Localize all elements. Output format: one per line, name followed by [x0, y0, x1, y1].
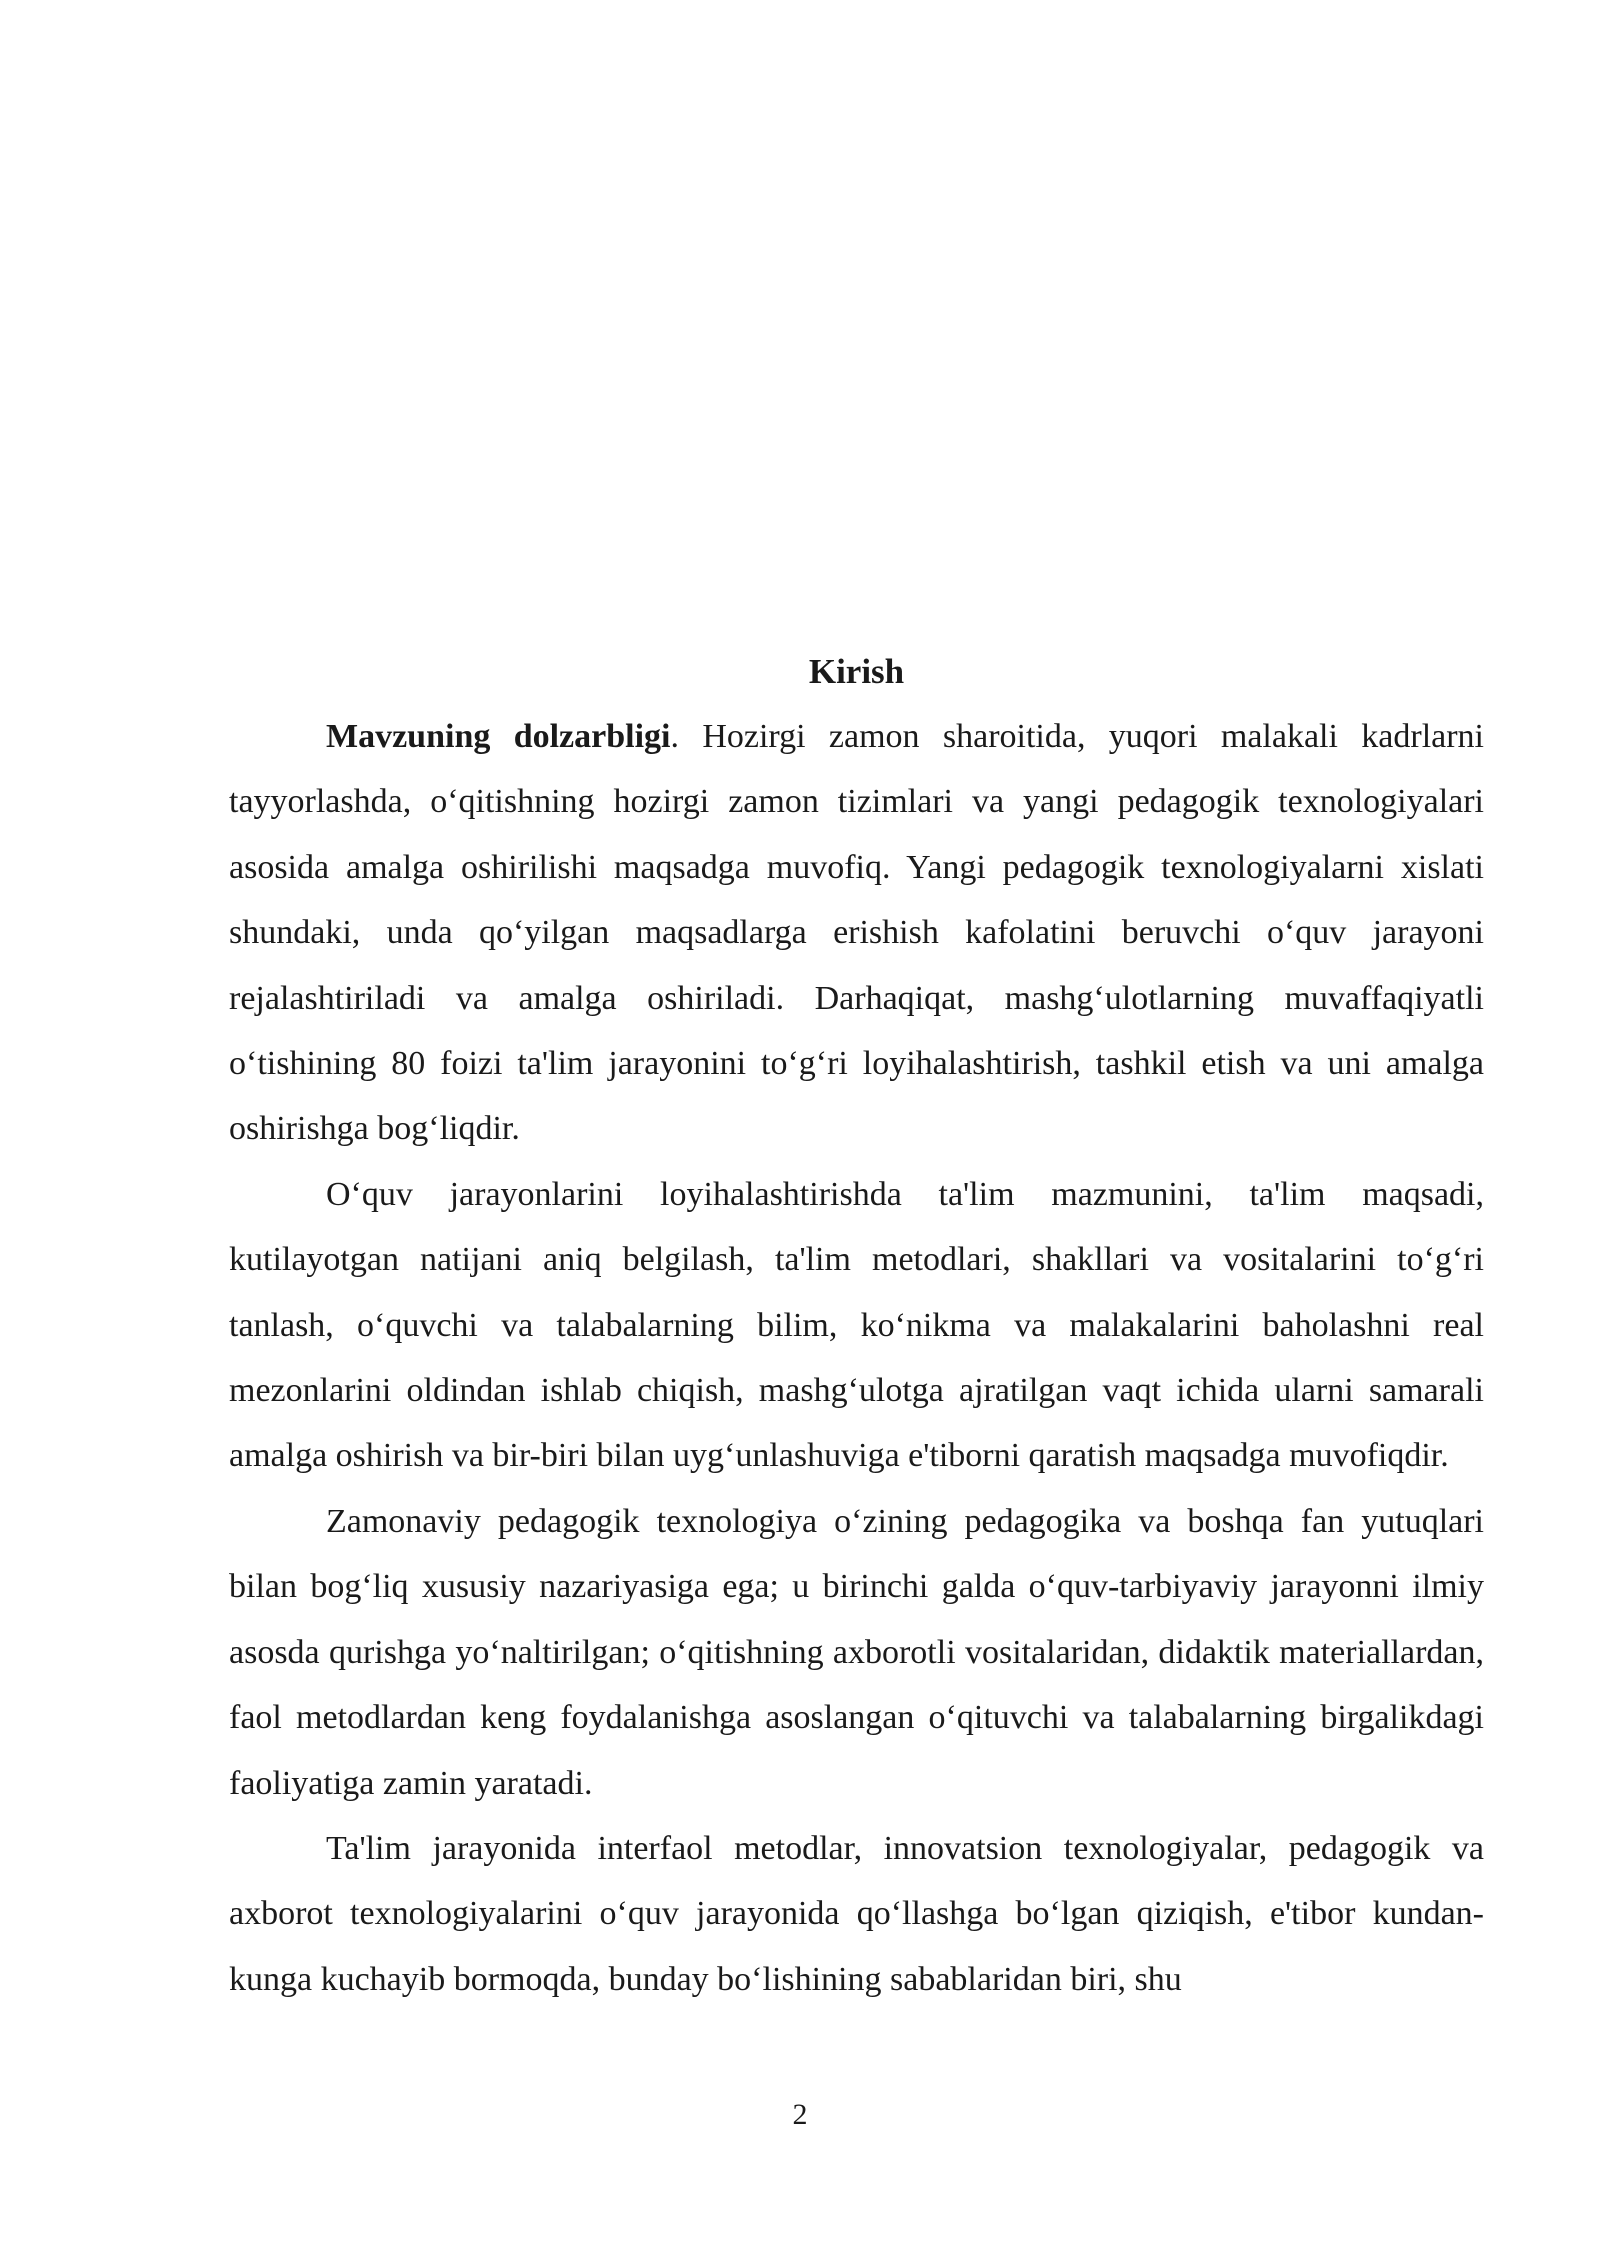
paragraph-3	[229, 1489, 1484, 1816]
paragraph-1	[229, 704, 1484, 1162]
section-heading: Kirish	[808, 652, 905, 691]
paragraph-4	[229, 1816, 1484, 2012]
page-number: 2	[792, 2098, 808, 2131]
paragraph-2	[229, 1162, 1484, 1489]
paragraph-text: Ta'lim jarayonida interfaol metodlar, innovatsion texnologiyalar, pedagogik va axborot texnologiyalarini o‘quv jarayonida qo‘llashga bo‘lgan qiziqish, e'tibor kundan-kunga kuchayib bormoqda, bunday bo‘lishining sabablaridan biri, shu	[229, 1829, 1484, 1998]
paragraph-text: O‘quv jarayonlarini loyihalashtirishda ta'lim mazmunini, ta'lim maqsadi, kutilayotgan natijani aniq belgilash, ta'lim metodlari, shakllari va vositalarini to‘g‘ri tanlash, o‘quvchi va talabalarning bilim, ko‘nikma va malakalarini baholashni real mezonlarini oldindan ishlab chiqish, mashg‘ulotga ajratilgan vaqt ichida ularni samarali amalga oshirish va bir-biri bilan uyg‘unlashuviga e'tiborni qaratish maqsadga muvofiqdir.	[229, 1175, 1484, 1475]
paragraph-lead: Mavzuning dolzarbligi	[326, 718, 671, 755]
paragraph-text: . Hozirgi zamon sharoitida, yuqori malakali kadrlarni tayyorlashda, o‘qitishning hozirgi zamon tizimlari va yangi pedagogik texnologiyalari asosida amalga oshirilishi maqsadga muvofiq. Yangi pedagogik texnologiyalarni xislati shundaki, unda qo‘yilgan maqsadlarga erishish kafolatini beruvchi o‘quv jarayoni rejalashtiriladi va amalga oshiriladi. Darhaqiqat, mashg‘ulotlarning muvaffaqiyatli o‘tishining 80 foizi ta'lim jarayonini to‘g‘ri loyihalashtirish, tashkil etish va uni amalga oshirishga bog‘liqdir.	[229, 718, 1484, 1148]
page-content	[229, 640, 1484, 2012]
paragraph-text: Zamonaviy pedagogik texnologiya o‘zining pedagogika va boshqa fan yutuqlari bilan bog‘liq xususiy nazariyasiga ega; u birinchi galda o‘quv-tarbiyaviy jarayonni ilmiy asosda qurishga yo‘naltirilgan; o‘qitishning axborotli vositalaridan, didaktik materiallardan, faol metodlardan keng foydalanishga asoslangan o‘qituvchi va talabalarning birgalikdagi faoliyatiga zamin yaratadi.	[229, 1502, 1484, 1802]
